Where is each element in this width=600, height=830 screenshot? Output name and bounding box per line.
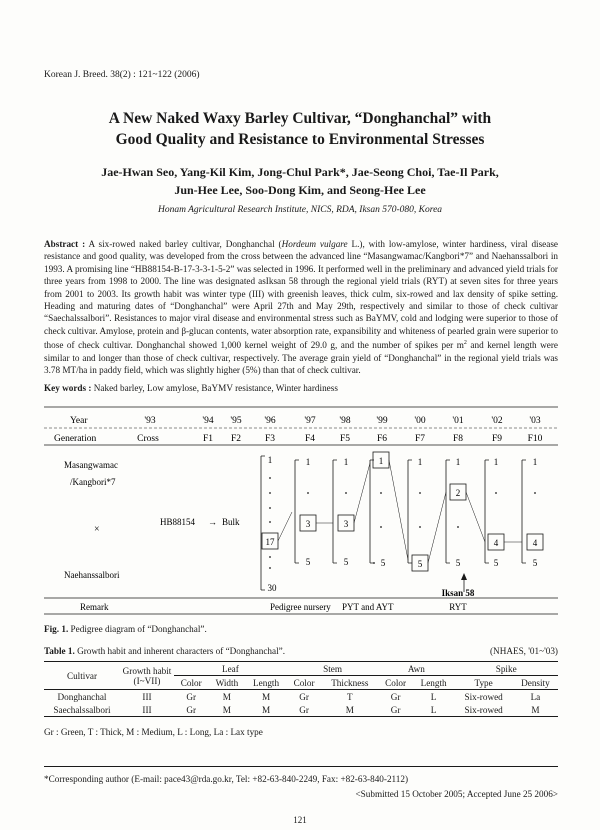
- generation: Cross: [137, 434, 159, 444]
- line-number: 5: [380, 558, 386, 568]
- parent1-line2: /Kangbori*7: [70, 477, 116, 487]
- year: '02: [491, 416, 503, 426]
- line-number: 1: [305, 457, 311, 467]
- table-source: (NHAES, '01~'03): [490, 646, 558, 656]
- year: '96: [264, 416, 276, 426]
- parent2: Naehanssalbori: [64, 570, 120, 580]
- th-sub: Width: [215, 677, 239, 688]
- th-stem: Stem: [287, 662, 379, 676]
- line-number: 1: [267, 455, 273, 465]
- line-number: 1: [532, 457, 538, 467]
- th-sub: Length: [253, 677, 280, 688]
- pedigree-diagram: [0, 405, 600, 620]
- line-number: 4: [493, 538, 499, 548]
- figure-caption: Fig. 1. Pedigree diagram of “Donghanchal”.: [44, 624, 207, 634]
- table-row: Saechalssalbori III Gr M M Gr M Gr L Six-rowed M: [53, 704, 540, 715]
- footnote-divider: [44, 766, 558, 767]
- iksan-label: Iksan 58: [441, 588, 475, 598]
- journal-header: Korean J. Breed. 38(2) : 121~122 (2006): [44, 70, 200, 80]
- line-number: 3: [305, 519, 311, 529]
- th-cultivar: Cultivar: [44, 662, 120, 690]
- line-number: 4: [532, 538, 538, 548]
- table-row: Donghanchal III Gr M M Gr T Gr L Six-rowed La: [57, 691, 541, 702]
- remark-label: Remark: [80, 602, 109, 612]
- year-label: Year: [70, 416, 88, 426]
- year: '93: [144, 416, 156, 426]
- year: '97: [304, 416, 316, 426]
- line-number: 5: [305, 557, 311, 567]
- line-number: 17: [265, 537, 275, 547]
- generation: F10: [527, 434, 543, 444]
- line-number: 1: [417, 457, 423, 467]
- arrow-up-icon: [461, 573, 467, 580]
- table-1: [44, 661, 558, 717]
- table-header-row: [44, 662, 558, 676]
- bulk-label: Bulk: [222, 517, 240, 527]
- th-sub: Color: [180, 677, 202, 688]
- th-sub: Length: [420, 677, 447, 688]
- year: '00: [414, 416, 426, 426]
- generation: F5: [339, 434, 351, 444]
- th-spike: Spike: [454, 662, 558, 676]
- th-sub: Thickness: [331, 677, 369, 688]
- year: '99: [376, 416, 388, 426]
- cross-symbol: ×: [94, 524, 100, 535]
- line-number: 1: [378, 456, 384, 466]
- th-leaf: Leaf: [174, 662, 287, 676]
- th-sub: Type: [474, 677, 493, 688]
- th-growth-habit: Growth habit (I~VII): [120, 662, 174, 690]
- arrow-icon: →: [208, 517, 217, 527]
- th-sub: Color: [293, 677, 315, 688]
- generation: F7: [414, 434, 426, 444]
- abstract: Abstract : A six-rowed naked barley cultivar, Donghanchal (Hordeum vulgare L.), with low-amylose, winter hardiness, viral disease resistance and good quality, was developed from the cross between the advanced line “Masangwamac/Kangbori*7” and Naehanssalbori in 1993. A promising line “HB88154-B-17-3-3-1-5-2” was selected in 1996. It performed well in the preliminary and advanced yield trials for three years from 1998 to 2000. The line was designated asIksan 58 through the regional yield trials (RYT) at seven sites for three years from 2001 to 2003. Its growth habit was winter type (III) with greenish leaves, thick culm, six-rowed and lax density of spike setting. Heading and maturing dates of “Donghanchal” were April 27th and May 29th, respectively and similar to those of check cultivar “Saechalssalbori”. Resistances to major viral disease and environmental stress such as BaYMV, cold and lodging were superior to those of check cultivar. Amylose, protein and β-glucan contents, water absorption rate, expansibility and whiteness of pearled grain were superior to those of check cultivar. Donghanchal showed 1,000 kernel weight of 29.0 g, and the number of spikes per $m^2$ and kernel length were similar to and longer than those of check cultivar, respectively. The average grain yield of “Donghanchal” in the regional yield trials was 3.78 MT/ha in paddy field, which was slightly higher (5%) than that of check cultivar.: [44, 239, 558, 376]
- submission-dates: <Submitted 15 October 2005; Accepted June 25 2006>: [355, 789, 558, 799]
- affiliation: Honam Agricultural Research Institute, NICS, RDA, Iksan 570-080, Korea: [157, 205, 443, 215]
- line-number: 2: [455, 488, 461, 498]
- generation: F8: [452, 434, 464, 444]
- hb-line: HB88154: [160, 517, 196, 527]
- line-number: 1: [493, 457, 499, 467]
- line-number: 5: [493, 558, 499, 568]
- th-sub: Color: [385, 677, 407, 688]
- corresponding-author: *Corresponding author (E-mail: pace43@rda.go.kr, Tel: +82-63-840-2249, Fax: +82-63-840-2112): [44, 774, 409, 784]
- keywords: Key words : Naked barley, Low amylose, BaYMV resistance, Winter hardiness: [44, 383, 338, 393]
- parent1-line1: Masangwamac: [64, 460, 118, 470]
- generation: F9: [491, 434, 503, 444]
- th-awn: Awn: [378, 662, 454, 676]
- generation: F1: [202, 434, 214, 444]
- generation: F4: [304, 434, 316, 444]
- remark-ryt: RYT: [449, 602, 467, 612]
- line-number: 1: [343, 457, 349, 467]
- year: '03: [529, 416, 541, 426]
- year: '94: [202, 416, 214, 426]
- line-number: 5: [417, 559, 423, 569]
- year: '98: [339, 416, 351, 426]
- year: '01: [452, 416, 464, 426]
- generation-label: Generation: [54, 434, 97, 444]
- line-number: 30: [267, 583, 277, 593]
- line-number: 5: [532, 558, 538, 568]
- line-number: 1: [455, 457, 461, 467]
- table-legend: Gr : Green, T : Thick, M : Medium, L : Long, La : Lax type: [44, 727, 263, 737]
- year: '95: [230, 416, 242, 426]
- remark-pyt: PYT and AYT: [342, 602, 394, 612]
- line-number: 3: [343, 519, 349, 529]
- line-number: 5: [343, 557, 349, 567]
- generation: F3: [264, 434, 276, 444]
- line-number: 5: [455, 558, 461, 568]
- generation: F2: [230, 434, 242, 444]
- generation: F6: [376, 434, 388, 444]
- table-caption: Table 1. Growth habit and inherent characters of “Donghanchal”.: [44, 646, 286, 656]
- page-number: 121: [293, 815, 307, 825]
- paper-title: A New Naked Waxy Barley Cultivar, “Donghanchal” with Good Quality and Resistance to Environmental Stresses: [108, 110, 492, 148]
- remark-pedigree: Pedigree nursery: [270, 602, 331, 612]
- authors: Jae-Hwan Seo, Yang-Kil Kim, Jong-Chul Park*, Jae-Seong Choi, Tae-Il Park, Jun-Hee Lee, Soo-Dong Kim, and Seong-Hee Lee: [101, 165, 499, 197]
- th-sub: Density: [521, 677, 550, 688]
